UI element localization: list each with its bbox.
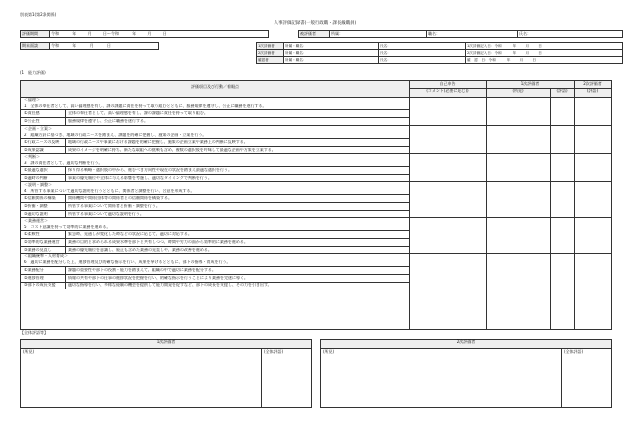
rater-date-month: 月 [525,50,530,55]
interview-day: 日 [106,42,111,48]
item-label: ②折衝・調整 [24,203,48,208]
item-label: ②成果認識 [24,147,44,152]
form-title: 人事評価記録書(一般行政職・課長級職員) [273,21,357,26]
first-grade-cell[interactable] [550,254,574,290]
first-remark-cell[interactable] [486,126,550,154]
first-grade-cell[interactable] [550,97,574,125]
item-description: 服務規律を遵守し、公正に職務を遂行する。 [68,118,148,123]
header-first-col: 1次評価者 [520,81,540,86]
period-era: 令和 [51,30,59,36]
interview-table [20,42,159,50]
rater-date-day: 日 [538,43,542,48]
interview-era: 令和 [51,42,59,48]
category-section [21,97,611,125]
item-row [21,202,409,210]
item-col-divider [65,138,66,146]
self-comment-cell[interactable] [409,182,486,218]
person-dept-field[interactable] [330,31,427,38]
rater-name-field[interactable] [379,43,466,50]
header-second-col: 2次評価者 [583,81,602,86]
rater-dept-field[interactable] [284,50,379,57]
overall-second-head: 2次評価者 [321,340,611,349]
first-remark-cell[interactable] [486,97,550,125]
rater-name-label: 氏名： [380,43,391,48]
item-col-divider [65,202,66,210]
category-lead: 6 適切に業務を配分した上、進捗管理及び的確な指示を行い、成果を挙げるとともに、部下の指導・育成を行う。 [24,260,231,265]
item-description: 関係機関や関係団体等の関係者との信頼関係を構築する。 [68,196,172,201]
item-row [21,238,409,246]
interview-month: 月 [89,42,94,48]
header-first-sub-a: (所見) [512,88,524,93]
person-post-label: 職名： [428,30,440,36]
rater-date-field[interactable] [466,50,623,57]
category-title: ＜組織統率・人材育成＞ [24,253,68,259]
rater-date-day: 日 [538,50,542,55]
item-row [21,282,409,290]
item-description: 地域の行政ニーズや事業における課題を的確に把握し、施策の企画立案や業務上の判断に反映する。 [68,140,248,145]
item-col-divider [65,109,66,117]
period-month: 月 [87,30,92,36]
item-label: ②効率的な業務運営 [24,239,60,244]
period-label: 評価期間 [21,31,50,38]
period-to-day: 日 [162,30,167,36]
category-section [21,181,611,218]
evaluation-table [20,80,612,330]
rater-dept-label: 所属・職名： [285,57,307,62]
item-label: ③適切な説明 [24,211,48,216]
category-lead: 1 全体の奉仕者として、高い倫理感を有し、課の課題に責任を持って取り組むとともに、服務規律を遵守し、公正に職務を遂行する。 [24,103,267,108]
person-post-field[interactable] [427,31,518,38]
item-col-divider [65,230,66,238]
period-year: 年 [72,30,77,36]
rater-date-field[interactable] [466,57,623,64]
self-comment-cell[interactable] [409,154,486,182]
item-col-divider [65,166,66,174]
second-grade-cell[interactable] [574,97,611,125]
period-to-month: 月 [147,30,152,36]
category-lead: 5 コスト意識を持って効率的に業務を進める。 [24,224,111,229]
period-day-from: 日～令和 [102,30,119,36]
item-description: 所管する事案について適切な説明を行う。 [68,211,144,216]
category-title: ＜企画・立案＞ [24,125,52,131]
rater-dept-label: 所属・職名： [285,50,307,55]
self-comment-cell[interactable] [409,254,486,290]
item-label: ②適時の判断 [24,175,48,180]
rater-date-year: 年 [506,57,511,62]
person-name-label: 氏名： [519,30,531,36]
overall-first-box [20,339,312,408]
category-title: ＜業務運営＞ [24,217,48,223]
item-col-divider [65,238,66,246]
rater-role: 1次評価者 [257,43,284,50]
category-title: ＜倫理＞ [24,96,40,102]
second-grade-cell[interactable] [574,154,611,182]
raters-table [256,42,623,64]
first-grade-cell[interactable] [550,126,574,154]
item-description: 適切な指導を行い、多様な経験の機会を提供して能力開発を促すなど、部下の成長を支援し、その力を引き出す。 [68,283,272,288]
overall-first-grade: (全体評語) [264,349,284,354]
overall-first-grade-cell[interactable] [261,348,312,407]
period-table [20,30,269,38]
category-lead: 2 組織方針に基づき、地域の行政ニーズを踏まえ、課題を的確に把握し、施策の企画・立案を行う。 [24,132,207,137]
rater-name-field[interactable] [379,57,466,64]
self-comment-cell[interactable] [409,126,486,154]
second-grade-cell[interactable] [574,254,611,290]
category-section [21,253,611,290]
item-col-divider [65,117,66,125]
second-grade-cell[interactable] [574,218,611,254]
section-label: (1 能力評価) [20,70,46,75]
header-first-sub-b: (評語) [556,88,568,93]
item-description: 業務の目的と求められる成果水準を部下と共有しつつ、時間や労力の面から効率的に業務を進める。 [68,239,248,244]
item-label: ①業務配分 [24,267,44,272]
period-field[interactable] [50,31,269,38]
rater-date-label: 確 認 日：令和 [467,57,496,62]
rater-row [257,50,623,57]
item-description: 所管する事案について関係者と折衝・調整を行う。 [68,203,160,208]
second-grade-cell[interactable] [574,126,611,154]
interview-year: 年 [72,42,77,48]
person-dept-label: 所属： [331,30,343,36]
item-description: 課題の重要性や部下の役割・能力を踏まえて、組織の中で適切に業務を配分する。 [68,267,216,272]
first-grade-cell[interactable] [550,218,574,254]
item-description: 採り得る戦略・選択肢の中から、進むべき方向性や現在の状況を踏まえ最適な選択を行う。 [68,168,232,173]
item-description: 緊急時、見通しが変化した時などの状況に応じて、適切に対応する。 [68,231,192,236]
person-name-field[interactable] [518,31,623,38]
item-description: 成果のイメージを明確に持ち、新たな取組への挑戦も含め、複数の選択肢を吟味して最適な企画や方策を立案する。 [68,147,276,152]
category-title: ＜説明・調整＞ [24,181,52,187]
item-description: 情報の共有や部下の仕事の進捗状況を把握を行い、的確な指示を行うことにより業務を完遂に導く。 [68,275,248,280]
rater-date-field[interactable] [466,43,623,50]
category-title: ＜判断＞ [24,153,40,159]
first-remark-cell[interactable] [486,182,550,218]
rater-date-label: 1次評価記入日：令和 [467,43,502,48]
rater-row [257,43,623,50]
category-section [21,217,611,254]
first-grade-cell[interactable] [550,182,574,218]
overall-label: 【全体評語等】 [20,330,48,335]
header-item-col: 評価項目及び行動／着眼点 [191,84,239,89]
item-row [21,194,409,202]
item-description: 業務の優先順位を意識し、廃止も含めた業務の見直しや、業務の改善を進める。 [68,247,212,252]
overall-second-grade-cell[interactable] [561,348,612,407]
overall-first-remark: (所見) [23,349,35,354]
rater-date-year: 年 [512,50,517,55]
item-label: ②進捗管理 [24,275,44,280]
item-label: ②公正性 [24,118,40,123]
rater-dept-field[interactable] [284,57,379,64]
rater-date-year: 年 [512,43,517,48]
item-row [21,274,409,282]
item-row [21,230,409,238]
rater-dept-field[interactable] [284,43,379,50]
overall-second-grade: (全体評語) [564,349,584,354]
item-label: ①柔軟性 [24,231,40,236]
second-grade-cell[interactable] [574,182,611,218]
interview-label: 期末面談 [21,43,50,50]
rater-name-label: 氏名： [380,57,391,62]
category-lead: 3 課の責任者として、適切な判断を行う。 [24,160,103,165]
rater-dept-label: 所属・職名： [285,43,307,48]
self-comment-cell[interactable] [409,97,486,125]
rater-date-day: 日 [532,57,536,62]
category-section [21,125,611,154]
item-label: ③部下の成長支援 [24,283,56,288]
item-label: ①責任感 [24,111,40,116]
interview-date-field[interactable] [50,43,159,50]
item-label: ①行政ニーズの反映 [24,140,60,145]
item-row [21,138,409,146]
rater-name-label: 氏名： [380,50,391,55]
header-self-sub: (コメント(必要に応じ)) [426,88,469,93]
self-comment-cell[interactable] [409,218,486,254]
person-label: 被評価者 [299,31,330,38]
header-self-col: 自己申告 [439,81,456,86]
overall-second-box [320,339,612,408]
item-label: ①信頼関係の構築 [24,196,56,201]
rater-date-month: 月 [519,57,524,62]
item-col-divider [65,282,66,290]
first-grade-cell[interactable] [550,154,574,182]
header-second-sub: (評語) [586,88,599,93]
first-remark-cell[interactable] [486,218,550,254]
period-to-year: 年 [132,30,137,36]
person-table [298,30,623,38]
form-label: 別表第1(第2条関係) [20,12,57,17]
rater-role: 確認者 [257,57,284,64]
rater-role: 2次評価者 [257,50,284,57]
item-description: 全体の奉仕者として、高い倫理感を有し、課の課題に責任を持って取り組む。 [68,111,208,116]
item-row [21,117,409,125]
item-label: ③業務の見直し [24,247,52,252]
rater-date-month: 月 [525,43,530,48]
item-row [21,109,409,117]
category-lead: 4 所管する事案について適切な説明を行うとともに、関係者と調整を行い、合意を形成する。 [24,188,195,193]
first-remark-cell[interactable] [486,254,550,290]
item-col-divider [65,194,66,202]
rater-name-field[interactable] [379,50,466,57]
item-col-divider [65,274,66,282]
rater-date-label: 2次評価記入日：令和 [467,50,502,55]
rater-row [257,57,623,64]
overall-second-remark: (所見) [323,349,335,354]
item-col-divider [65,266,66,274]
item-row [21,166,409,174]
item-description: 事案の優先順位や全体に与える影響を考慮し、適切なタイミングで判断を行う。 [68,175,212,180]
item-label: ①最適な選択 [24,168,48,173]
overall-first-head: 1次評価者 [21,340,311,349]
category-section [21,153,611,182]
header-divider [409,88,611,89]
item-row [21,266,409,274]
first-remark-cell[interactable] [486,154,550,182]
